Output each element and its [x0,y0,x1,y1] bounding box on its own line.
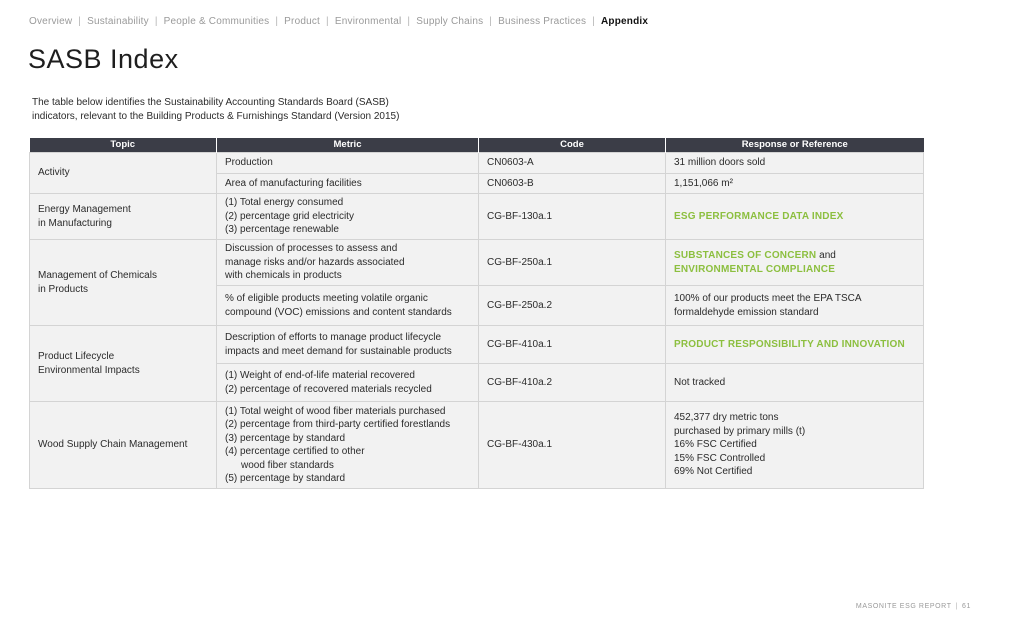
table-row [30,240,924,286]
nav-separator: | [154,16,158,27]
metric-line: (2) percentage grid electricity [225,210,354,222]
nav-separator: | [489,16,493,27]
page-footer [856,603,971,610]
response-line: formaldehyde emission standard [674,306,819,318]
metric-cell [217,240,479,286]
metric-line: Discussion of processes to assess and [225,243,398,255]
metric-cell [217,194,479,240]
response-line: 100% of our products meet the EPA TSCA [674,293,862,304]
response-cell [666,240,924,286]
intro-line: indicators, relevant to the Building Products & Furnishings Standard (Version 2015) [32,111,400,122]
response-line: purchased by primary mills (t) [674,425,806,437]
metric-line: (1) Weight of end-of-life material recovered [225,370,415,381]
nav-supply-chains[interactable]: Supply Chains [416,16,484,27]
metric-line: wood fiber standards [241,459,334,471]
response-line: 16% FSC Certified [674,439,757,451]
metric-line: (3) percentage by standard [225,432,346,444]
metric-cell [217,364,479,402]
sasb-index-table [29,138,924,489]
response-line: 15% FSC Controlled [674,452,766,464]
response-line: 452,377 dry metric tons [674,412,779,424]
code-cell: CG-BF-250a.1 [479,240,666,286]
topic-chemicals-line: Management of Chemicals [38,270,157,281]
metric-line: Description of efforts to manage product lifecycle [225,332,442,343]
table-row [30,402,924,489]
footer-separator: | [955,603,958,610]
metric-line: (4) percentage certified to other [225,446,365,457]
nav-separator: | [78,16,82,27]
code-cell: CG-BF-410a.2 [479,364,666,402]
nav-separator: | [592,16,595,27]
product-responsibility-link[interactable]: PRODUCT RESPONSIBILITY AND INNOVATION [674,338,905,350]
nav-separator: | [407,16,411,27]
response-text: and [816,250,836,261]
intro-line: The table below identifies the Sustainability Accounting Standards Board (SASB) [32,97,389,108]
metric-line: compound (VOC) emissions and content standards [225,306,452,318]
topic-cell [30,240,217,326]
metric-line: impacts and meet demand for sustainable products [225,345,452,357]
response-line: 69% Not Certified [674,466,753,478]
nav-appendix[interactable]: Appendix [601,16,649,27]
header-metric: Metric [217,138,479,153]
response-cell [666,286,924,326]
topic-lifecycle-line: Environmental Impacts [38,364,140,376]
topic-energy-line: in Manufacturing [38,217,112,229]
metric-cell: Production [217,153,479,174]
response-cell: Not tracked [666,364,924,402]
metric-line: % of eligible products meeting volatile organic [225,293,428,304]
topic-lifecycle-line: Product Lifecycle [38,351,115,362]
response-cell: 1,151,066 m² [666,174,924,194]
code-cell: CN0603-A [479,153,666,174]
nav-business-practices[interactable]: Business Practices [498,16,587,27]
response-cell [666,194,924,240]
metric-cell [217,286,479,326]
topic-chemicals-line: in Products [38,283,89,295]
header-response: Response or Reference [666,138,924,153]
code-cell: CN0603-B [479,174,666,194]
nav-separator: | [326,16,329,27]
metric-line: (3) percentage renewable [225,224,339,236]
topic-cell: Wood Supply Chain Management [30,402,217,489]
nav-product[interactable]: Product [284,16,321,27]
metric-line: (2) percentage of recovered materials recycled [225,383,432,395]
environmental-compliance-link[interactable]: ENVIRONMENTAL COMPLIANCE [674,263,836,275]
top-navigation [29,16,648,27]
footer-report: ESG REPORT [899,603,952,610]
nav-separator: | [275,16,279,27]
code-cell: CG-BF-410a.1 [479,326,666,364]
topic-cell [30,153,217,194]
table-row [30,194,924,240]
metric-cell: Area of manufacturing facilities [217,174,479,194]
topic-energy-line: Energy Management [38,204,131,215]
metric-cell [217,326,479,364]
table-row [30,153,924,174]
code-cell: CG-BF-430a.1 [479,402,666,489]
metric-line: (2) percentage from third-party certified forestlands [225,419,451,430]
nav-people-communities[interactable]: People & Communities [163,16,270,27]
metric-line: (1) Total weight of wood fiber materials purchased [225,405,446,417]
header-topic: Topic [30,138,217,153]
topic-activity: Activity [38,167,70,179]
table-header-row [30,138,924,153]
header-code: Code [479,138,666,153]
substances-of-concern-link[interactable]: SUBSTANCES OF CONCERN [674,250,817,261]
page-title: SASB Index [28,44,179,74]
topic-cell [30,326,217,402]
response-cell [666,326,924,364]
metric-line: with chemicals in products [225,270,342,282]
page-number: 61 [962,603,971,610]
response-cell [666,402,924,489]
response-cell: 31 million doors sold [666,153,924,174]
intro-text [32,96,452,124]
metric-line: manage risks and/or hazards associated [225,256,405,268]
topic-cell [30,194,217,240]
metric-cell [217,402,479,489]
metric-line: (5) percentage by standard [225,473,346,484]
footer-brand: MASONITE [855,603,898,610]
nav-environmental[interactable]: Environmental [334,16,402,27]
nav-overview[interactable]: Overview [29,16,73,27]
metric-line: (1) Total energy consumed [225,197,344,209]
table-row [30,326,924,364]
code-cell: CG-BF-130a.1 [479,194,666,240]
esg-performance-data-index-link[interactable]: ESG PERFORMANCE DATA INDEX [674,210,844,222]
nav-sustainability[interactable]: Sustainability [87,16,149,27]
code-cell: CG-BF-250a.2 [479,286,666,326]
